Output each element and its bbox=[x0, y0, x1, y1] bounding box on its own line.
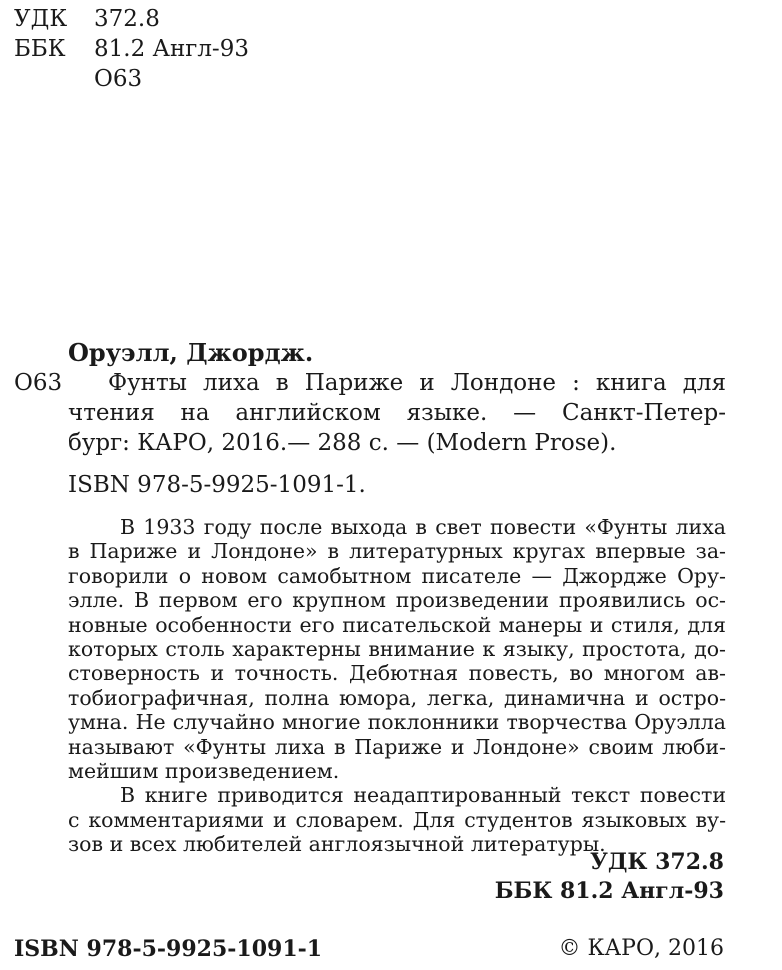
author-heading: Оруэлл, Джордж. bbox=[68, 338, 314, 367]
title-line: чтения на английском языке. — Санкт-Петер- bbox=[68, 400, 726, 426]
bbk-row bbox=[14, 34, 294, 64]
classification-codes bbox=[14, 4, 294, 94]
annotation-line: которых столь характерны внимание к языку, простота, до- bbox=[68, 637, 726, 662]
annotation-line: элле. В первом его крупном произведении проявились ос- bbox=[68, 588, 726, 613]
annotation-line: говорили о новом самобытном писателе — Джордже Ору- bbox=[68, 563, 726, 588]
annotation bbox=[68, 515, 726, 857]
annotation-line: в Париже и Лондоне» в литературных кругах впервые за- bbox=[68, 539, 726, 564]
author-mark: О63 bbox=[14, 370, 63, 396]
footer-bbk: ББК 81.2 Англ-93 bbox=[494, 878, 724, 904]
bbk-label: ББК bbox=[14, 36, 66, 62]
udk-row bbox=[14, 4, 294, 34]
author-mark-row bbox=[14, 64, 294, 94]
annotation-line: стоверность и точность. Дебютная повесть, во многом ав- bbox=[68, 661, 726, 686]
footer-classification bbox=[495, 848, 724, 906]
annotation-line: В книге приводится неадаптированный текст повести bbox=[120, 783, 726, 808]
author-mark-value: О63 bbox=[94, 66, 143, 92]
udk-value: 372.8 bbox=[94, 6, 160, 32]
annotation-line: с комментариями и словарем. Для студентов языковых ву- bbox=[68, 807, 726, 832]
annotation-line: новные особенности его писательской манеры и стиля, для bbox=[68, 612, 726, 637]
annotation-line: тобиографичная, полна юмора, легка, динамична и остро- bbox=[68, 685, 726, 710]
annotation-line: мейшим произведением. bbox=[68, 759, 340, 784]
copyright: © КАРО, 2016 bbox=[558, 936, 724, 961]
annotation-line: умна. Не случайно многие поклонники творчества Оруэлла bbox=[68, 710, 726, 735]
biblio-line bbox=[14, 368, 726, 398]
footer-udk: УДК 372.8 bbox=[590, 849, 724, 875]
footer-isbn: ISBN 978-5-9925-1091-1 bbox=[14, 936, 323, 962]
bbk-value: 81.2 Англ-93 bbox=[94, 36, 249, 62]
bibliographic-description bbox=[14, 368, 726, 458]
annotation-line: называют «Фунты лиха в Париже и Лондоне» своим люби- bbox=[68, 734, 726, 759]
udk-label: УДК bbox=[14, 6, 68, 32]
annotation-line: В 1933 году после выхода в свет повести «Фунты лиха bbox=[120, 515, 726, 539]
title-line: бург: КАРО, 2016.— 288 с. — (Modern Prose). bbox=[68, 430, 617, 456]
annotation-line: зов и всех любителей англоязычной литературы. bbox=[68, 832, 606, 857]
title-line: Фунты лиха в Париже и Лондоне : книга для bbox=[108, 370, 726, 396]
author-mark-label bbox=[14, 64, 94, 94]
isbn: ISBN 978-5-9925-1091-1. bbox=[68, 472, 366, 498]
